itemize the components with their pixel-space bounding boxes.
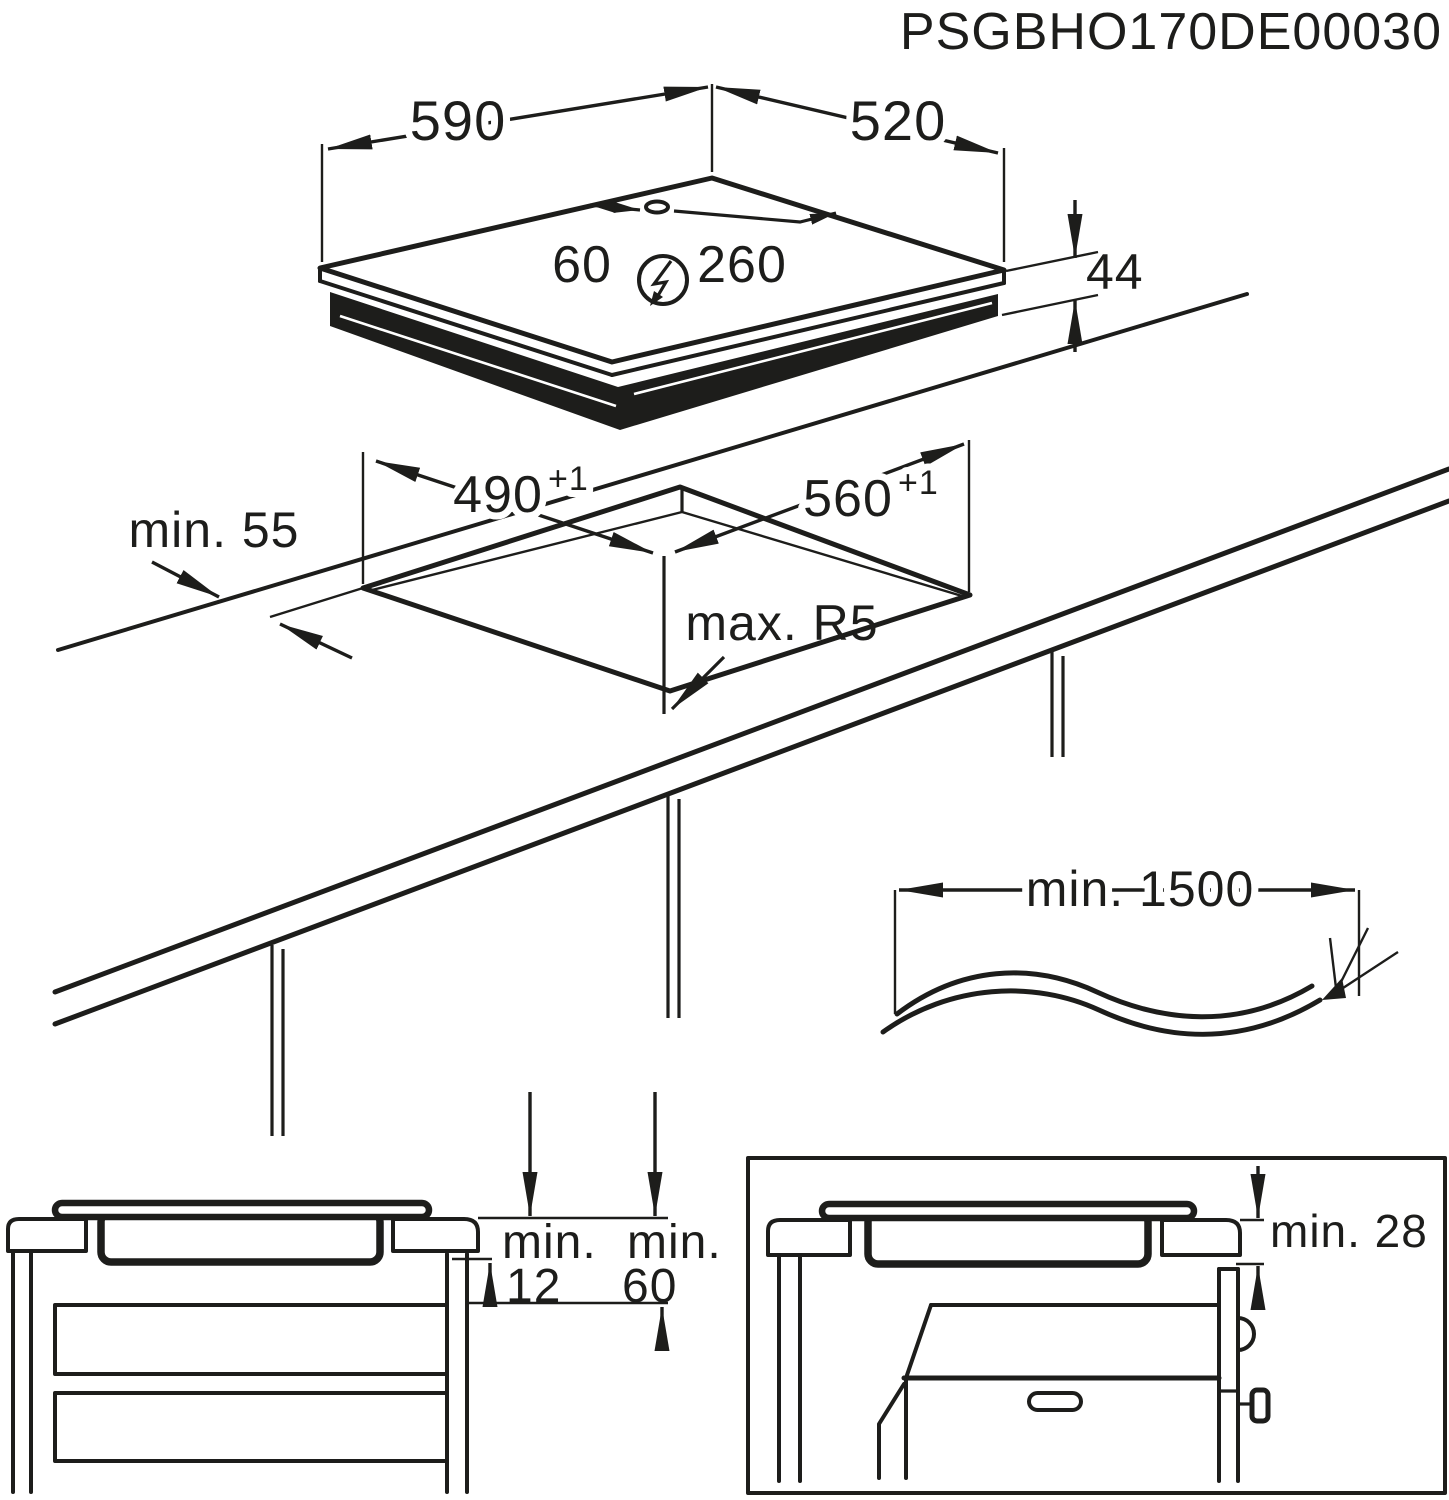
dim-arrow-rear-clearance-inner bbox=[280, 624, 352, 658]
dim-hob-width-value: 590 bbox=[409, 89, 507, 152]
cable-length-figure bbox=[883, 861, 1398, 1034]
hob-glass-section bbox=[55, 1203, 429, 1217]
drawer-front bbox=[55, 1305, 447, 1374]
clearance-drawer-label: min. bbox=[627, 1216, 722, 1269]
product-code: PSGBHO170DE00030 bbox=[899, 3, 1442, 61]
hob-glass-section bbox=[822, 1204, 1194, 1218]
dim-cable-offset-left-value: 60 bbox=[552, 236, 612, 294]
oven-knob-icon bbox=[1252, 1390, 1268, 1421]
extension-line bbox=[1006, 252, 1098, 271]
dim-arrow-rear-clearance bbox=[152, 562, 219, 597]
cabinet-panel-lines bbox=[272, 652, 1063, 1136]
dim-cutout-width-tolerance: +1 bbox=[898, 464, 939, 502]
extension-line bbox=[1002, 295, 1098, 315]
lightning-icon bbox=[639, 256, 687, 306]
cable-entry-icon bbox=[646, 202, 668, 213]
dim-cable-offset-right-value: 260 bbox=[697, 236, 787, 294]
dim-cable-length-value: min. 1500 bbox=[1025, 861, 1255, 917]
mains-cable-icon bbox=[883, 928, 1398, 1034]
clearance-oven-gap-value: min. 28 bbox=[1270, 1205, 1428, 1257]
oven-clearance-figure bbox=[748, 1158, 1445, 1493]
extension-line bbox=[270, 588, 363, 617]
dim-hob-depth-value: 520 bbox=[849, 89, 947, 152]
clearance-drawer-value: 60 bbox=[622, 1260, 678, 1313]
drawer-front bbox=[55, 1393, 447, 1461]
underworktop-clearance-figure bbox=[8, 1092, 722, 1492]
dim-line-hob-width bbox=[328, 87, 708, 149]
worktop-section-left bbox=[768, 1220, 850, 1255]
dim-cutout-width-value: 560 bbox=[803, 470, 893, 528]
dim-hob-height-value: 44 bbox=[1086, 244, 1144, 300]
dim-cutout-depth-tolerance: +1 bbox=[548, 460, 589, 498]
clearance-hob-bottom-value: 12 bbox=[506, 1260, 562, 1313]
oven-handle-icon bbox=[1029, 1393, 1081, 1410]
dim-rear-clearance-value: min. 55 bbox=[128, 502, 300, 558]
clearance-hob-bottom-label: min. bbox=[502, 1216, 597, 1269]
corner-radius-label: max. R5 bbox=[685, 595, 879, 651]
worktop-section-left bbox=[8, 1219, 86, 1251]
worktop-section-right bbox=[393, 1219, 478, 1251]
worktop-section-right bbox=[1162, 1220, 1240, 1255]
dim-cutout-depth-value: 490 bbox=[453, 466, 543, 524]
